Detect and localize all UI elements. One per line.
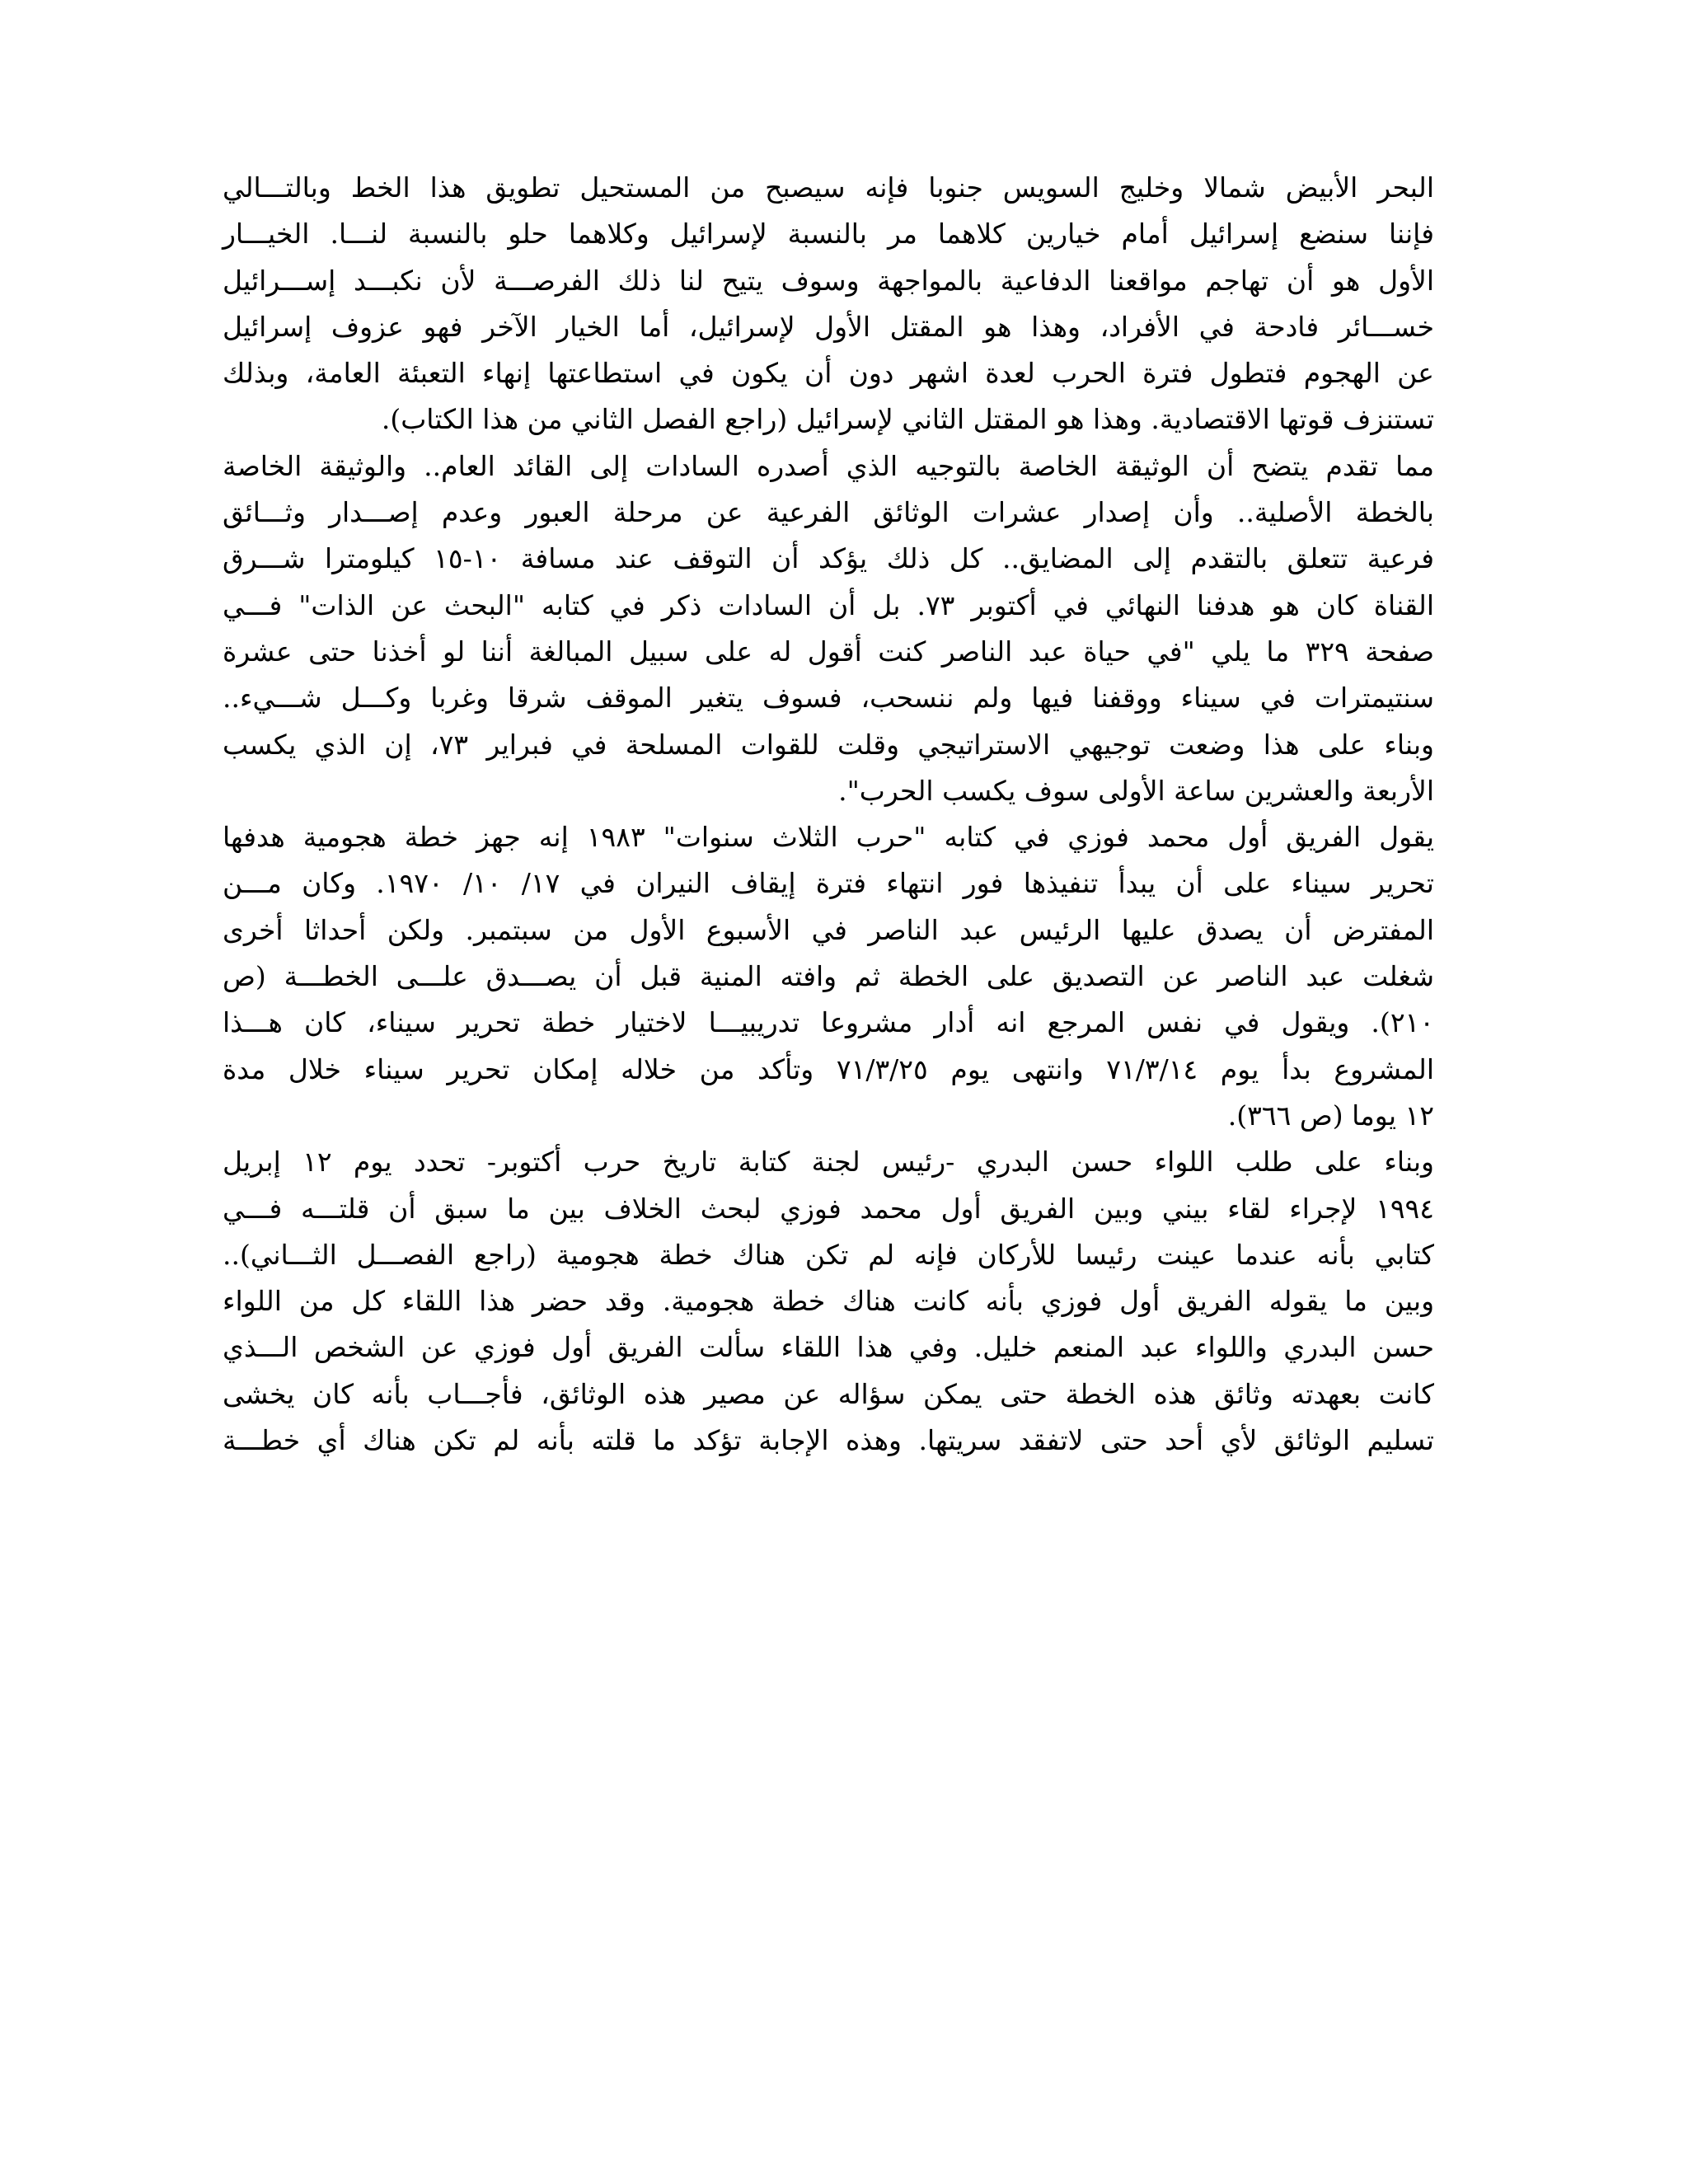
text-line: تستنزف قوتها الاقتصادية. وهذا هو المقتل الثاني لإسرائيل (راجع الفصل الثاني من هذا الكتاب). (381, 403, 1434, 436)
text-line: حسن البدري واللواء عبد المنعم خليل. وفي هذا اللقاء سألت الفريق أول فوزي عن الشخص الـــذي (223, 1331, 1434, 1364)
text-line: كتابي بأنه عندما عينت رئيسا للأركان فإنه لم تكن هناك خطة هجومية (راجع الفصـــل الثـــاني).. (223, 1238, 1434, 1271)
text-line: فرعية تتعلق بالتقدم إلى المضايق.. كل ذلك يؤكد أن التوقف عند مسافة ١٠-١٥ كيلومترا شـــرق (223, 542, 1434, 575)
text-line: كانت بعهدته وثائق هذه الخطة حتى يمكن سؤاله عن مصير هذه الوثائق، فأجـــاب بأنه كان يخشى (223, 1377, 1434, 1410)
text-line: ١٢ يوما (ص ٣٦٦). (1227, 1099, 1434, 1132)
text-line: البحر الأبيض شمالا وخليج السويس جنوبا فإنه سيصبح من المستحيل تطويق هذا الخط وبالتـــالي (223, 171, 1434, 204)
text-line: سنتيمترات في سيناء ووقفنا فيها ولم ننسحب، فسوف يتغير الموقف شرقا وغربا وكـــل شـــيء.. (223, 682, 1434, 715)
text-line: مما تقدم يتضح أن الوثيقة الخاصة بالتوجيه الذي أصدره السادات إلى القائد العام.. والوثيقة الخاصة (223, 449, 1434, 482)
paragraph (223, 443, 1434, 814)
text-line: بالخطة الأصلية.. وأن إصدار عشرات الوثائق الفرعية عن مرحلة العبور وعدم إصـــدار وثـــائق (223, 496, 1434, 529)
text-line: ١٩٩٤ لإجراء لقاء بيني وبين الفريق أول محمد فوزي لبحث الخلاف بين ما سبق أن قلتـــه فـــي (223, 1192, 1434, 1225)
text-line: يقول الفريق أول محمد فوزي في كتابه "حرب الثلاث سنوات" ١٩٨٣ إنه جهز خطة هجومية هدفها (223, 821, 1435, 854)
body-text (223, 165, 1434, 1464)
text-line: خســـائر فادحة في الأفراد، وهذا هو المقتل الأول لإسرائيل، أما الخيار الآخر فهو عزوف إسرائيل (223, 310, 1434, 343)
paragraph (223, 165, 1434, 443)
text-line: المشروع بدأ يوم ٧١/٣/١٤ وانتهى يوم ٧١/٣/٢٥ وتأكد من خلاله إمكان تحرير سيناء خلال مدة (223, 1052, 1434, 1085)
text-line: وبين ما يقوله الفريق أول فوزي بأنه كانت هناك خطة هجومية. وقد حضر هذا اللقاء كل من اللواء (223, 1285, 1434, 1318)
text-line: فإننا سنضع إسرائيل أمام خيارين كلاهما مر بالنسبة لإسرائيل وكلاهما حلو بالنسبة لنـــا. الخيـــار (223, 218, 1434, 251)
text-line: شغلت عبد الناصر عن التصديق على الخطة ثم وافته المنية قبل أن يصـــدق علـــى الخطـــة (ص (223, 960, 1434, 993)
text-line: ٢١٠). ويقول في نفس المرجع انه أدار مشروعا تدريبيـــا لاختيار خطة تحرير سيناء، كان هـــذا (223, 1006, 1434, 1039)
paragraph (223, 814, 1434, 1139)
text-line: عن الهجوم فتطول فترة الحرب لعدة اشهر دون أن يكون في استطاعتها إنهاء التعبئة العامة، وبذلك (223, 357, 1434, 390)
text-line: تحرير سيناء على أن يبدأ تنفيذها فور انتهاء فترة إيقاف النيران في ١٧/ ١٠/ ١٩٧٠. وكان مـــن (223, 867, 1434, 900)
text-line: وبناء على طلب اللواء حسن البدري -رئيس لجنة كتابة تاريخ حرب أكتوبر- تحدد يوم ١٢ إبريل (223, 1146, 1434, 1179)
text-line: القناة كان هو هدفنا النهائي في أكتوبر ٧٣. بل أن السادات ذكر في كتابه "البحث عن الذات" فـــي (223, 588, 1434, 621)
paragraph (223, 1139, 1434, 1464)
text-line: صفحة ٣٢٩ ما يلي "في حياة عبد الناصر كنت أقول له على سبيل المبالغة أننا لو أخذنا حتى عشرة (223, 635, 1434, 668)
text-line: وبناء على هذا وضعت توجيهي الاستراتيجي وقلت للقوات المسلحة في فبراير ٧٣، إن الذي يكسب (223, 728, 1434, 761)
text-line: الأربعة والعشرين ساعة الأولى سوف يكسب الحرب". (838, 774, 1434, 807)
text-line: تسليم الوثائق لأي أحد حتى لاتفقد سريتها. وهذه الإجابة تؤكد ما قلته بأنه لم تكن هناك أي خطـــة (223, 1424, 1434, 1457)
text-line: المفترض أن يصدق عليها الرئيس عبد الناصر في الأسبوع الأول من سبتمبر. ولكن أحداثا أخرى (223, 913, 1434, 946)
text-line: الأول هو أن تهاجم مواقعنا الدفاعية بالمواجهة وسوف يتيح لنا ذلك الفرصـــة لأن نكبـــد إســـرائيل (223, 264, 1434, 297)
